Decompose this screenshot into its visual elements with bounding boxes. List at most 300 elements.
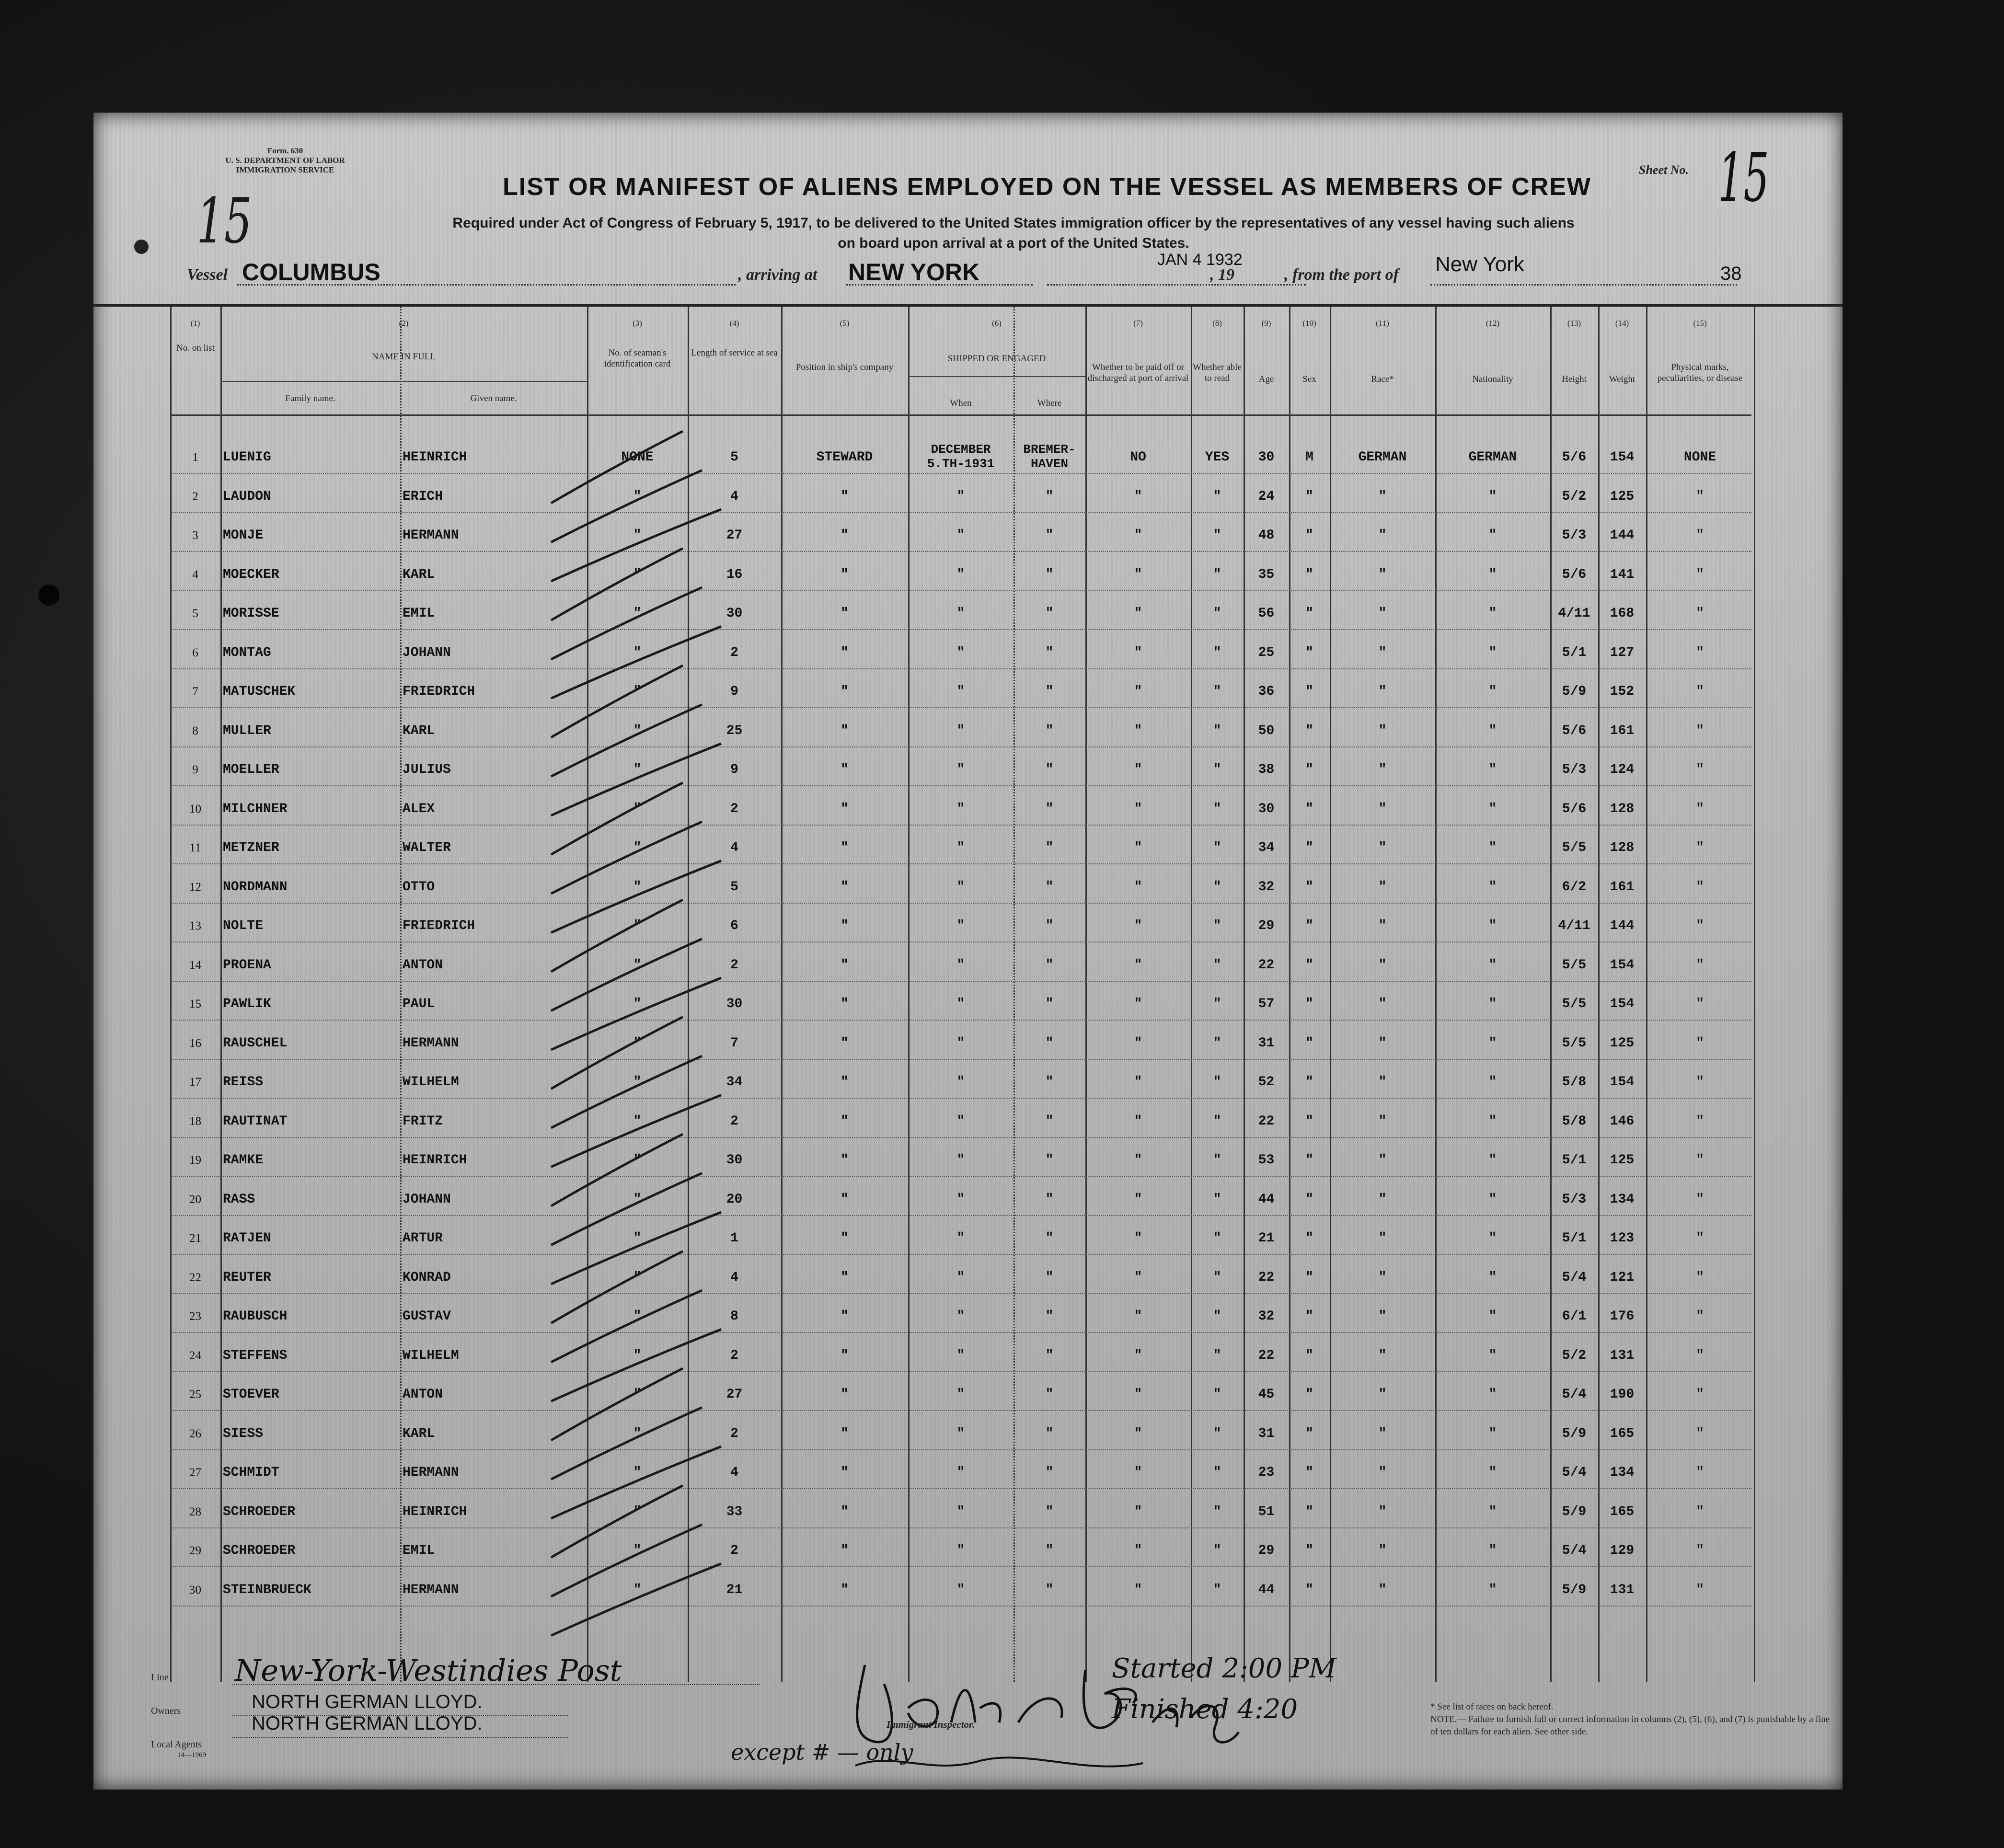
col-num: (15) [1693,319,1707,328]
id-card: " [633,1348,642,1363]
row-number: 14 [189,958,201,972]
sex: " [1305,1348,1313,1363]
row-number: 26 [189,1427,201,1440]
shipped-where: " [1045,1387,1054,1402]
height: 5/1 [1562,1231,1587,1246]
header-when: When [950,398,972,408]
given-name: HERMANN [403,1465,459,1480]
header-family-name: Family name. [285,393,335,403]
nationality: " [1488,1543,1497,1558]
sex: " [1305,1543,1313,1558]
weight: 165 [1610,1504,1635,1519]
paid-off: " [1134,1582,1142,1597]
family-name: MOECKER [223,567,279,582]
nationality: " [1488,645,1497,660]
sex: " [1305,918,1313,933]
age: 32 [1258,879,1275,895]
row-number: 23 [189,1310,201,1323]
sex: " [1305,1426,1313,1441]
nationality: " [1488,1192,1497,1207]
given-name: GUSTAV [403,1309,451,1324]
age: 31 [1258,1426,1275,1441]
shipped-when: " [956,1113,965,1129]
col-num: (1) [190,319,200,328]
family-name: MATUSCHEK [223,684,296,699]
family-name: RASS [223,1192,255,1207]
shipped-when: " [956,801,965,816]
table-row [93,556,1843,594]
table-row [93,595,1843,633]
physical-marks: " [1696,1504,1704,1519]
margin-dot [134,240,149,254]
race: " [1378,1582,1387,1597]
shipped-where: " [1045,645,1054,660]
id-card: " [633,1309,642,1324]
race: " [1378,801,1387,816]
ship-position: " [841,1231,849,1246]
race: " [1378,1426,1387,1441]
height: 5/3 [1562,762,1587,777]
age: 22 [1258,1348,1275,1363]
nationality: " [1488,1075,1497,1090]
subtitle-line-1: Required under Act of Congress of February 5, 1917, to be delivered to the United States immigration officer by the representatives of any vessel having such aliens [452,215,1575,231]
weight: 128 [1610,801,1635,816]
weight: 154 [1610,957,1635,973]
table-row [93,907,1843,945]
id-card: " [633,1465,642,1480]
age: 34 [1258,840,1275,855]
row-rule [170,1332,1751,1333]
ship-position: " [841,957,849,973]
age: 56 [1258,606,1275,621]
id-card: " [633,489,642,504]
form-number: Form. 630 [267,146,303,155]
row-rule [170,941,1751,942]
ship-position: " [841,684,849,699]
age: 25 [1258,645,1275,660]
footnote-races: * See list of races on back hereof. [1430,1702,1554,1712]
header-able-read: Whether able to read [1193,362,1242,383]
age: 21 [1258,1231,1275,1246]
ship-position: " [841,1465,849,1480]
weight: 152 [1610,684,1635,699]
race: " [1378,1231,1387,1246]
able-to-read: " [1213,997,1221,1011]
id-card: " [633,1387,642,1402]
given-name: WILHELM [403,1075,459,1090]
vessel-code: 38 [1720,263,1742,284]
shipped-where: " [1045,606,1054,621]
weight: 121 [1610,1270,1635,1285]
header-position: Position in ship's company [795,362,894,372]
family-name: STEFFENS [223,1348,288,1363]
row-number: 20 [189,1193,201,1206]
able-to-read: " [1213,723,1221,738]
physical-marks: " [1696,567,1704,582]
weight: 129 [1610,1543,1635,1558]
col-num: (3) [633,319,642,328]
shipped-where: " [1045,997,1054,1011]
paid-off: " [1134,1270,1142,1285]
physical-marks: " [1696,606,1704,621]
physical-marks: " [1696,1309,1704,1324]
given-name: HERMANN [403,1035,459,1051]
physical-marks: " [1696,1153,1704,1168]
given-name: ALEX [403,801,435,816]
paid-off: " [1134,762,1142,777]
shipped-when: " [956,684,965,699]
id-card: " [633,1035,642,1051]
service-length: 2 [730,1113,738,1129]
race: " [1378,1113,1387,1129]
nationality: " [1488,1309,1497,1324]
table-row [93,517,1843,555]
table-row [93,751,1843,789]
age: 48 [1258,528,1275,543]
sex: " [1305,1504,1313,1519]
family-name: METZNER [223,840,279,855]
row-rule [170,668,1751,669]
physical-marks: " [1696,1075,1704,1090]
id-card: NONE [621,450,654,465]
row-number: 28 [189,1505,201,1518]
footer-agents-label: Local Agents [151,1739,202,1750]
header-name-in-full: NAME IN FULL [372,352,436,362]
nationality: " [1488,1426,1497,1441]
manifest-sheet [93,113,1843,1790]
shipped-when: " [956,762,965,777]
ship-position: " [841,723,849,738]
id-card: " [633,684,642,699]
race: " [1378,997,1387,1011]
service-length: 8 [730,1309,738,1324]
paid-off: " [1134,801,1142,816]
header-given-name: Given name. [470,393,517,403]
weight: 134 [1610,1192,1635,1207]
vessel-label: Vessel [187,266,228,284]
physical-marks: NONE [1683,450,1716,465]
family-name: PAWLIK [223,997,271,1011]
race: GERMAN [1358,450,1407,465]
header-bottom-rule [170,414,1751,416]
extra-note: except # — only [731,1739,913,1765]
able-to-read: " [1213,1582,1221,1597]
race: " [1378,645,1387,660]
header-rule [908,376,1085,377]
given-name: JOHANN [403,1192,451,1207]
paid-off: " [1134,645,1142,660]
ship-position: " [841,528,849,543]
row-rule [170,903,1751,904]
race: " [1378,723,1387,738]
footnote [1430,1701,1838,1738]
shipped-when: " [956,1192,965,1207]
service-length: 2 [730,1348,738,1363]
sex: " [1305,801,1313,816]
able-to-read: " [1213,1504,1221,1519]
able-to-read: " [1213,1153,1221,1168]
form-identifier [165,146,405,175]
given-name: JOHANN [403,645,451,660]
race: " [1378,1543,1387,1558]
paid-off: " [1134,684,1142,699]
id-card: " [633,1504,642,1519]
row-rule [170,1371,1751,1372]
shipped-where: " [1045,1192,1054,1207]
paid-off: " [1134,1309,1142,1324]
ship-position: " [841,840,849,855]
service-length: 2 [730,1426,738,1441]
shipped-where: " [1045,723,1054,738]
row-rule [170,1488,1751,1489]
sex: " [1305,1113,1313,1129]
row-rule [170,1566,1751,1567]
nationality: " [1488,1582,1497,1597]
age: 24 [1258,489,1275,504]
race: " [1378,879,1387,895]
row-rule [170,746,1751,747]
handwritten-number: 15 [196,184,252,257]
row-rule [170,1527,1751,1528]
age: 32 [1258,1309,1275,1324]
weight: 127 [1610,645,1635,660]
table-row [93,1181,1843,1219]
able-to-read: " [1213,606,1221,621]
row-rule [170,473,1751,474]
weight: 125 [1610,1035,1635,1051]
height: 5/2 [1562,489,1587,504]
sex: " [1305,1582,1313,1597]
shipped-when: " [956,567,965,582]
shipped-when: " [956,997,965,1011]
table-row [93,1102,1843,1141]
date-rule [1047,284,1306,286]
service-length: 2 [730,957,738,973]
vessel-line [93,251,1843,290]
service-length: 30 [726,1153,743,1168]
header-weight: Weight [1609,374,1635,384]
physical-marks: " [1696,762,1704,777]
shipped-when: " [956,957,965,973]
able-to-read: " [1213,1309,1221,1324]
weight: 154 [1610,1075,1635,1090]
race: " [1378,567,1387,582]
row-rule [170,785,1751,786]
height: 5/4 [1562,1543,1587,1558]
row-number: 5 [192,607,198,620]
table-row [93,1337,1843,1375]
shipped-when: " [956,723,965,738]
family-name: STOEVER [223,1387,279,1402]
given-name: ANTON [403,957,443,973]
footer-rule [232,1684,760,1685]
id-card: " [633,918,642,933]
age: 57 [1258,997,1275,1011]
height: 5/5 [1562,1035,1587,1051]
given-name: HEINRICH [403,1153,467,1168]
paid-off: " [1134,606,1142,621]
col-num: (6) [992,319,1002,328]
col-num: (7) [1133,319,1143,328]
height: 5/3 [1562,528,1587,543]
age: 30 [1258,801,1275,816]
race: " [1378,1153,1387,1168]
shipped-where: " [1045,879,1054,895]
col-num: (14) [1615,319,1629,328]
paid-off: " [1134,1426,1142,1441]
service-length: 4 [730,1465,738,1480]
service-length: 16 [726,567,743,582]
table-row [93,1024,1843,1063]
id-card: " [633,1192,642,1207]
height: 4/11 [1558,606,1590,621]
weight: 125 [1610,489,1635,504]
weight: 154 [1610,997,1635,1011]
shipped-when: " [956,1309,965,1324]
service-length: 1 [730,1231,738,1246]
col-num: (4) [729,319,739,328]
paid-off: " [1134,1153,1142,1168]
row-number: 10 [189,802,201,815]
weight: 123 [1610,1231,1635,1246]
header-height: Height [1562,374,1587,384]
header-race: Race* [1371,374,1394,384]
from-rule [1430,284,1737,286]
inspector-label: Immigrant Inspector. [887,1719,975,1730]
height: 5/6 [1562,801,1587,816]
given-name: KARL [403,567,435,582]
ship-position: STEWARD [816,450,873,465]
ship-position: " [841,1035,849,1051]
table-row [93,1063,1843,1102]
height: 5/5 [1562,957,1587,973]
row-number: 27 [189,1466,201,1479]
able-to-read: " [1213,918,1221,933]
col-num: (11) [1376,319,1389,328]
id-card: " [633,957,642,973]
shipped-when: " [956,1426,965,1441]
service-length: 5 [730,879,738,895]
row-rule [170,1215,1751,1216]
row-number: 30 [189,1583,201,1596]
physical-marks: " [1696,1387,1704,1402]
age: 38 [1258,762,1275,777]
able-to-read: " [1213,879,1221,895]
race: " [1378,1504,1387,1519]
vessel-name: COLUMBUS [242,259,380,286]
service-length: 30 [726,997,743,1011]
service-length: 20 [726,1192,743,1207]
page-title: LIST OR MANIFEST OF ALIENS EMPLOYED ON THE VESSEL AS MEMBERS OF CREW [503,173,1591,201]
nationality: " [1488,879,1497,895]
id-card: " [633,801,642,816]
nationality: " [1488,957,1497,973]
row-number: 7 [192,685,198,698]
row-number: 16 [189,1036,201,1050]
nationality: " [1488,1465,1497,1480]
able-to-read: " [1213,1543,1221,1558]
race: " [1378,957,1387,973]
row-rule [170,1293,1751,1294]
able-to-read: " [1213,684,1221,699]
nationality: " [1488,723,1497,738]
physical-marks: " [1696,1270,1704,1285]
sex: " [1305,1309,1313,1324]
nationality: " [1488,489,1497,504]
race: " [1378,1309,1387,1324]
weight: 161 [1610,723,1635,738]
shipped-where: " [1045,528,1054,543]
table-row [93,868,1843,907]
table-row [93,478,1843,516]
given-name: KARL [403,723,435,738]
weight: 131 [1610,1348,1635,1363]
service-length: 4 [730,840,738,855]
weight: 168 [1610,606,1635,621]
ship-position: " [841,489,849,504]
row-rule [170,825,1751,826]
age: 50 [1258,723,1275,738]
family-name: NOLTE [223,918,264,933]
service-length: 2 [730,801,738,816]
nationality: " [1488,1035,1497,1051]
height: 5/1 [1562,1153,1587,1168]
weight: 134 [1610,1465,1635,1480]
table-row [93,1259,1843,1297]
age: 45 [1258,1387,1275,1402]
height: 5/4 [1562,1387,1587,1402]
weight: 146 [1610,1113,1635,1129]
shipped-when: " [956,606,965,621]
paid-off: " [1134,1192,1142,1207]
table-row [93,829,1843,867]
shipped-where: " [1045,1075,1054,1090]
physical-marks: " [1696,723,1704,738]
given-name: HERMANN [403,528,459,543]
sex: " [1305,606,1313,621]
shipped-when-line: DECEMBER [931,442,991,457]
nationality: " [1488,528,1497,543]
race: " [1378,918,1387,933]
height: 5/8 [1562,1075,1587,1090]
shipped-when [908,438,1014,477]
sex: " [1305,645,1313,660]
age: 30 [1258,450,1275,465]
row-number: 29 [189,1544,201,1557]
given-name: ARTUR [403,1231,443,1246]
age: 22 [1258,1270,1275,1285]
race: " [1378,528,1387,543]
ship-position: " [841,1504,849,1519]
height: 5/6 [1562,450,1587,465]
height: 5/8 [1562,1113,1587,1129]
row-rule [170,590,1751,591]
row-rule [170,1410,1751,1411]
ship-position: " [841,879,849,895]
header-nationality: Nationality [1472,374,1513,384]
age: 23 [1258,1465,1275,1480]
shipped-when: " [956,489,965,504]
table-row [93,1376,1843,1414]
ship-position: " [841,1543,849,1558]
ship-position: " [841,1387,849,1402]
given-name: HEINRICH [403,1504,467,1519]
row-number: 12 [189,880,201,894]
able-to-read: " [1213,567,1221,582]
from-port: New York [1435,253,1524,276]
age: 44 [1258,1582,1275,1597]
race: " [1378,762,1387,777]
